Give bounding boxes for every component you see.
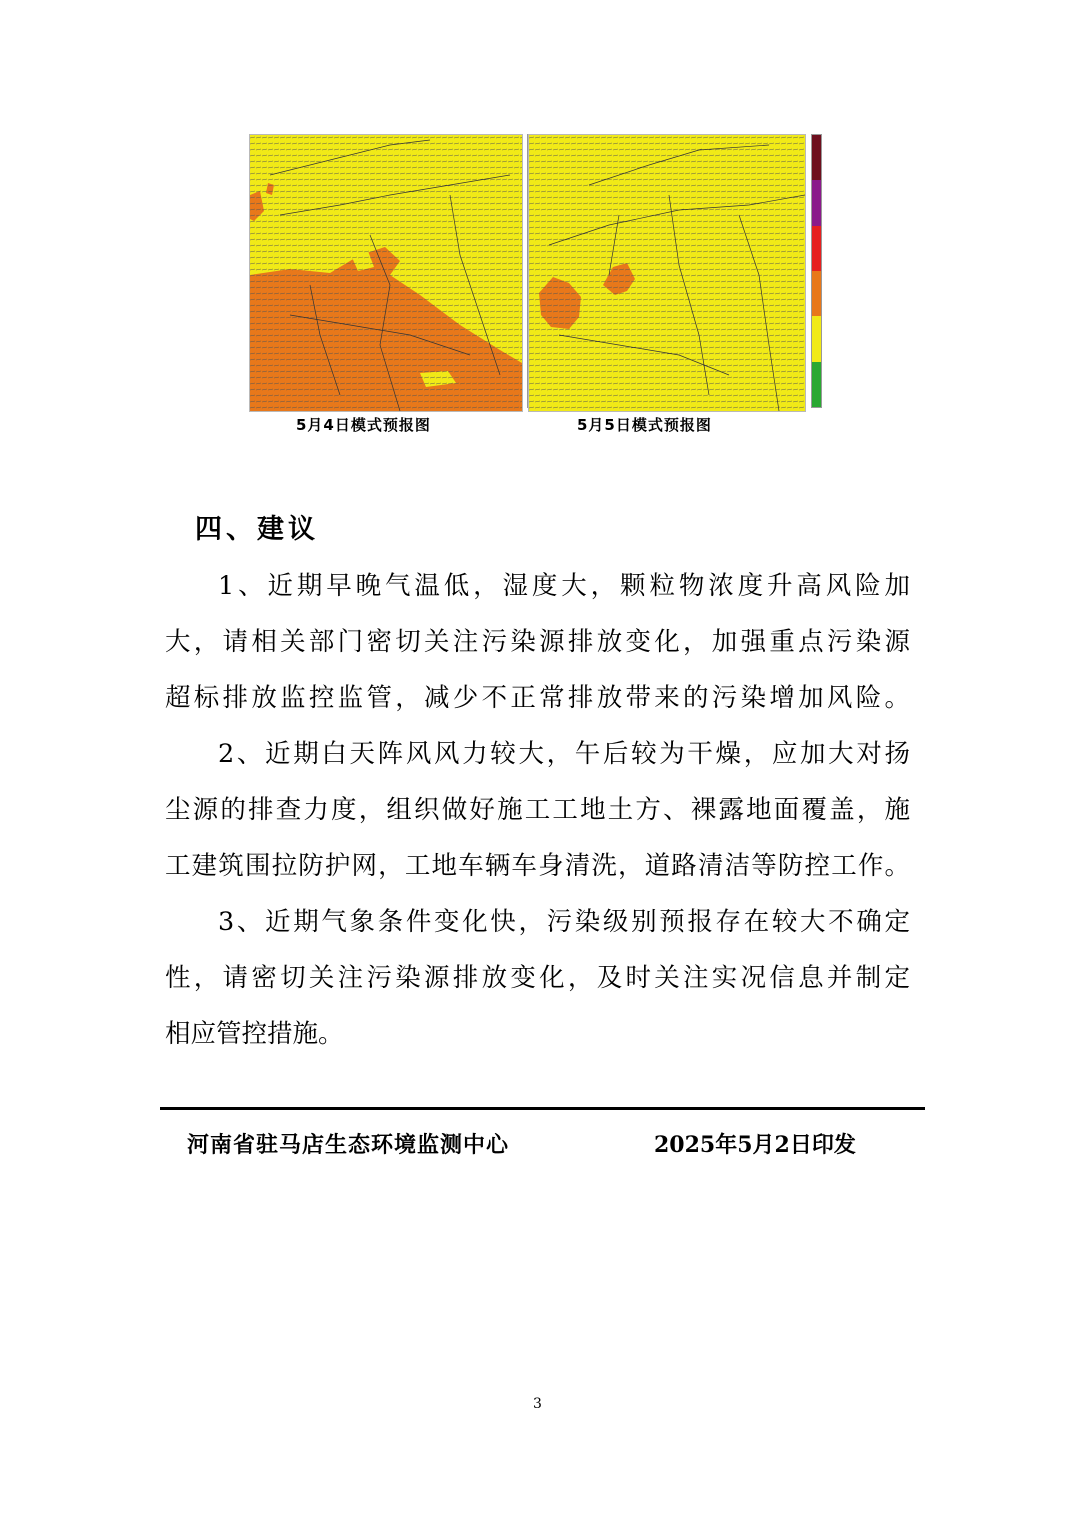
paragraph-1-line-1: 1、近期早晚气温低，湿度大，颗粒物浓度升高风险加 [218, 571, 910, 601]
page-number: 3 [533, 1396, 542, 1412]
issuing-organization: 河南省驻马店生态环境监测中心 [187, 1132, 510, 1158]
paragraph-3-line-2: 性，请密切关注污染源排放变化，及时关注实况信息并制定 [165, 963, 910, 993]
figure-caption-may-5: 5月5日模式预报图 [577, 416, 712, 434]
paragraph-3-line-3: 相应管控措施。 [165, 1019, 344, 1049]
paragraph-2-line-3: 工建筑围拉防护网，工地车辆车身清洗，道路清洁等防控工作。 [165, 851, 910, 881]
forecast-map-may-4 [249, 134, 523, 412]
forecast-figures [249, 134, 824, 410]
figure-caption-may-4: 5月4日模式预报图 [296, 416, 431, 434]
paragraph-3-line-1: 3、近期气象条件变化快，污染级别预报存在较大不确定 [218, 907, 910, 937]
paragraph-1-line-2: 大，请相关部门密切关注污染源排放变化，加强重点污染源 [165, 627, 910, 657]
legend-colorbar-right [811, 134, 822, 408]
forecast-map-may-4-graphic [250, 135, 522, 411]
forecast-map-may-5 [528, 134, 806, 412]
forecast-map-may-5-graphic [529, 135, 805, 411]
paragraph-1-line-3: 超标排放监控监管，减少不正常排放带来的污染增加风险。 [165, 683, 910, 713]
issue-date: 2025年5月2日印发 [654, 1132, 856, 1158]
paragraph-2-line-1: 2、近期白天阵风风力较大，午后较为干燥，应加大对扬 [218, 739, 910, 769]
footer-divider [160, 1107, 925, 1110]
section-heading: 四、建议 [195, 514, 319, 545]
paragraph-2-line-2: 尘源的排查力度，组织做好施工工地土方、裸露地面覆盖，施 [165, 795, 910, 825]
